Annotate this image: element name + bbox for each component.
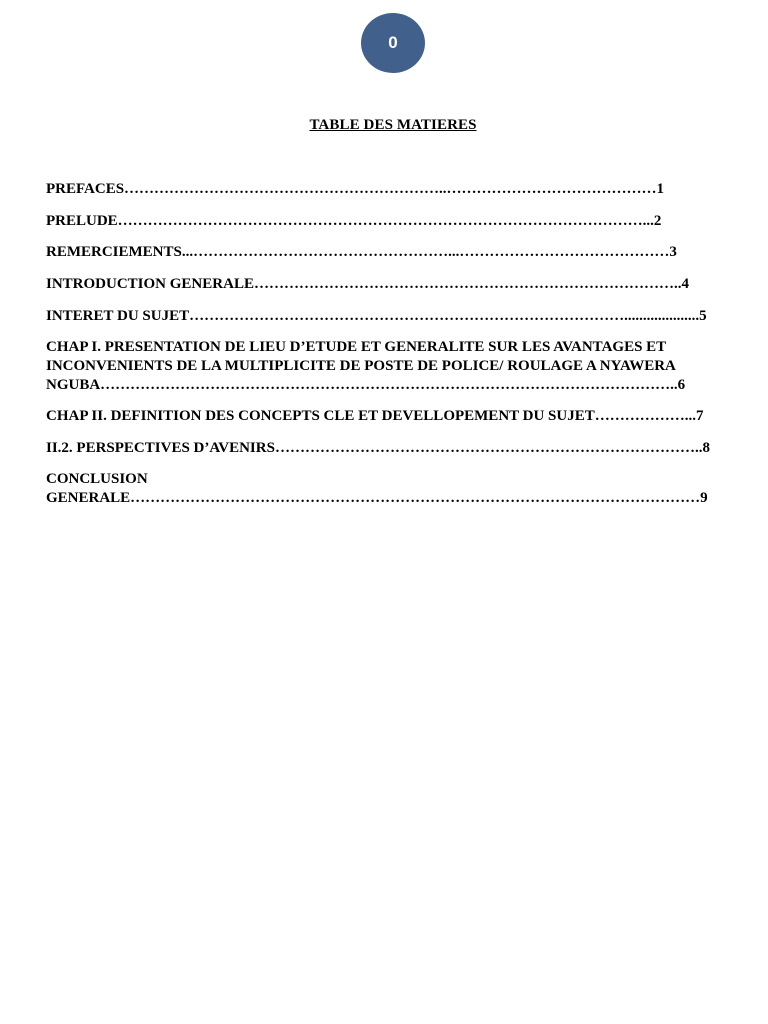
toc-entry-conclusion-line2: GENERALE……………………………………………………………………………………………………9: [46, 490, 708, 506]
toc-entry-perspectives: II.2. PERSPECTIVES D’AVENIRS…………………………………………………………………………..8: [46, 440, 710, 456]
toc-entry-prelude: PRELUDE……………………………………………………………………………………………...2: [46, 213, 662, 229]
page-number-badge: 0: [361, 13, 425, 73]
toc-entry-chap1-line1: CHAP I. PRESENTATION DE LIEU D’ETUDE ET GENERALITE SUR LES AVANTAGES ET: [46, 339, 667, 355]
toc-title: TABLE DES MATIERES: [309, 117, 477, 133]
toc-entry-prefaces: PREFACES………………………………………………………..……………………………………1: [46, 181, 665, 197]
toc-entry-conclusion-line1: CONCLUSION: [46, 471, 148, 487]
toc-entry-chap2: CHAP II. DEFINITION DES CONCEPTS CLE ET DEVELLOPEMENT DU SUJET………………...7: [46, 408, 704, 424]
toc-entry-chap1-line3: NGUBA……………………………………………………………………………………………………..6: [46, 377, 686, 393]
toc-entry-chap1-line2: INCONVENIENTS DE LA MULTIPLICITE DE POSTE DE POLICE/ ROULAGE A NYAWERA: [46, 358, 676, 374]
toc-entry-introduction: INTRODUCTION GENERALE…………………………………………………………………………..4: [46, 276, 689, 292]
toc-entry-remerciements: REMERCIEMENTS...……………………………………………...……………………………………3: [46, 244, 677, 260]
toc-entry-interet: INTERET DU SUJET……………………………………………………………………………....................5: [46, 308, 707, 324]
